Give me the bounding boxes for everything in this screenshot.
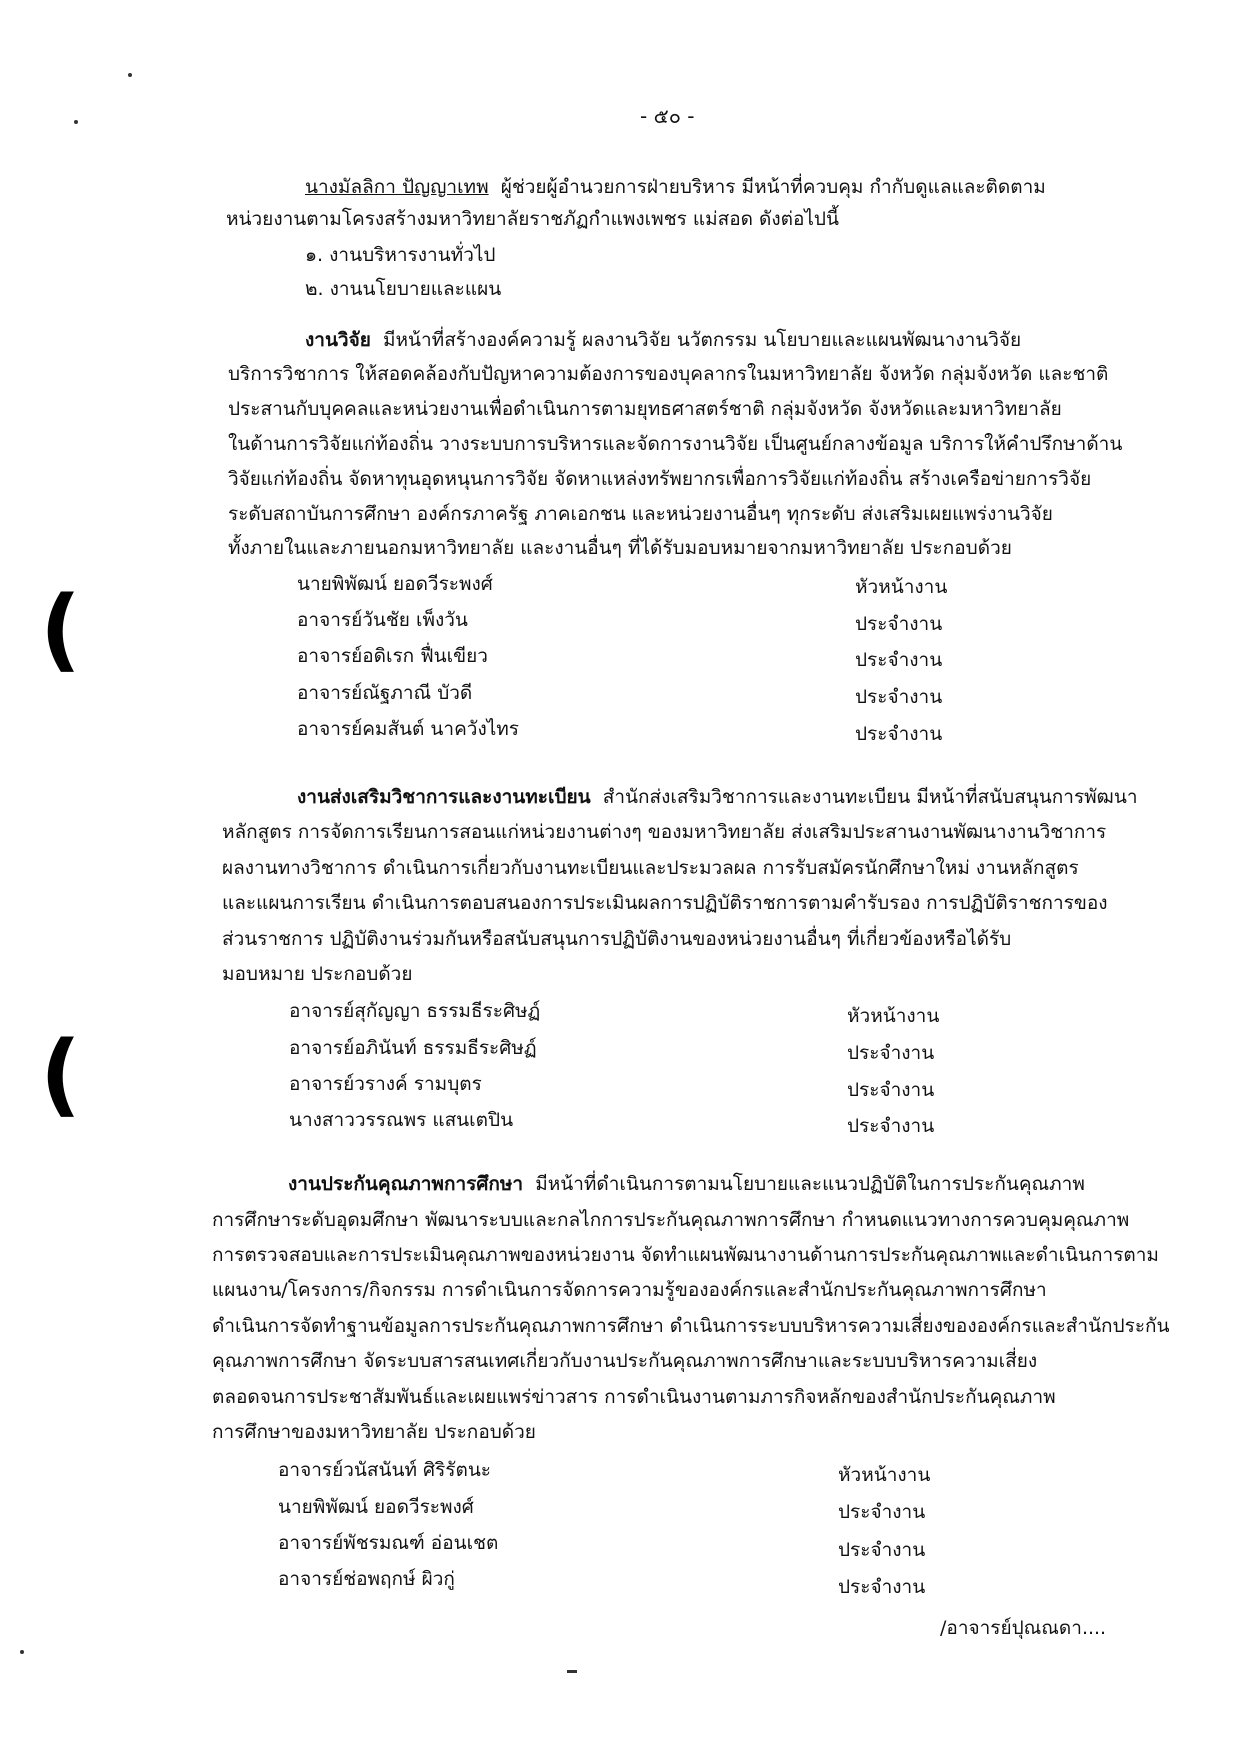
intro-line-1 xyxy=(305,175,1046,199)
member-role: ประจำงาน xyxy=(847,1042,935,1064)
member-name: อาจารย์อดิเรก ฟื่นเขียว xyxy=(297,645,488,667)
member-role: ประจำงาน xyxy=(855,723,943,745)
section-heading: งานวิจัย xyxy=(305,329,371,351)
section1-line: ในด้านการวิจัยแก่ท้องถิ่น วางระบบการบริหารและจัดการงานวิจัย เป็นศูนย์กลางข้อมูล บริการให้คำปรึกษาด้าน xyxy=(228,433,1123,455)
section3-line-1 xyxy=(288,1172,1085,1196)
member-role: ประจำงาน xyxy=(838,1539,926,1561)
section2-line-1 xyxy=(297,785,1138,809)
section3-line: การศึกษาระดับอุดมศึกษา พัฒนาระบบและกลไกการประกันคุณภาพการศึกษา กำหนดแนวทางการควบคุมคุณภาพ xyxy=(212,1209,1130,1231)
scan-speck xyxy=(74,120,78,124)
section1-line: ระดับสถาบันการศึกษา องค์กรภาครัฐ ภาคเอกชน และหน่วยงานอื่นๆ ทุกระดับ ส่งเสริมเผยแพร่งานวิจัย xyxy=(228,503,1053,525)
section3-line: การตรวจสอบและการประเมินคุณภาพของหน่วยงาน จัดทำแผนพัฒนางานด้านการประกันคุณภาพและดำเนินการตาม xyxy=(212,1244,1159,1266)
section1-line: ประสานกับบุคคลและหน่วยงานเพื่อดำเนินการตามยุทธศาสตร์ชาติ กลุ่มจังหวัด จังหวัดและมหาวิทยาลัย xyxy=(228,398,1062,420)
section-heading: งานส่งเสริมวิชาการและงานทะเบียน xyxy=(297,786,591,808)
member-role: ประจำงาน xyxy=(838,1501,926,1523)
intro-line-2: หน่วยงานตามโครงสร้างมหาวิทยาลัยราชภัฏกำแพงเพชร แม่สอด ดังต่อไปนี้ xyxy=(226,208,839,230)
hole-punch-mark-bottom: ( xyxy=(40,1022,82,1127)
scan-speck xyxy=(20,1650,24,1654)
member-name: อาจารย์ณัฐภาณี บัวดี xyxy=(297,682,473,704)
member-role: หัวหน้างาน xyxy=(855,576,948,598)
member-role: ประจำงาน xyxy=(838,1576,926,1598)
member-role: ประจำงาน xyxy=(855,649,943,671)
scan-speck xyxy=(128,73,132,77)
member-role: ประจำงาน xyxy=(855,686,943,708)
intro-item: ๒. งานนโยบายและแผน xyxy=(305,278,502,300)
section2-line: หลักสูตร การจัดการเรียนการสอนแก่หน่วยงานต่างๆ ของมหาวิทยาลัย ส่งเสริมประสานงานพัฒนางานวิชาการ xyxy=(222,821,1107,843)
member-name: อาจารย์วันชัย เพ็งวัน xyxy=(297,609,468,631)
section1-line: วิจัยแก่ท้องถิ่น จัดหาทุนอุดหนุนการวิจัย จัดหาแหล่งทรัพยากรเพื่อการวิจัยแก่ท้องถิ่น สร้างเครือข่ายการวิจัย xyxy=(228,468,1092,490)
section-text: สำนักส่งเสริมวิชาการและงานทะเบียน มีหน้าที่สนับสนุนการพัฒนา xyxy=(602,786,1138,808)
section-heading: งานประกันคุณภาพการศึกษา xyxy=(288,1173,524,1195)
member-name: อาจารย์วนัสนันท์ ศิริรัตนะ xyxy=(278,1459,492,1481)
section-text: มีหน้าที่สร้างองค์ความรู้ ผลงานวิจัย นวัตกรรม นโยบายและแผนพัฒนางานวิจัย xyxy=(382,329,1022,351)
member-role: ประจำงาน xyxy=(847,1115,935,1137)
member-name: นายพิพัฒน์ ยอดวีระพงศ์ xyxy=(278,1496,474,1518)
member-name: อาจารย์ช่อพฤกษ์ ผิวกู่ xyxy=(278,1568,455,1590)
person-name: นางมัลลิกา ปัญญาเทพ xyxy=(305,176,489,198)
section1-line-1 xyxy=(305,328,1021,352)
member-name: อาจารย์สุกัญญา ธรรมธีระศิษฏ์ xyxy=(289,1000,541,1022)
continuation-text: /อาจารย์ปุณณดา.... xyxy=(940,1617,1107,1639)
section1-line: บริการวิชาการ ให้สอดคล้องกับปัญหาความต้องการของบุคลากรในมหาวิทยาลัย จังหวัด กลุ่มจังหวัด และชาติ xyxy=(228,363,1109,385)
member-name: อาจารย์อภินันท์ ธรรมธีระศิษฏ์ xyxy=(289,1037,537,1059)
intro-item: ๑. งานบริหารงานทั่วไป xyxy=(305,244,496,266)
section2-line: ผลงานทางวิชาการ ดำเนินการเกี่ยวกับงานทะเบียนและประมวลผล การรับสมัครนักศึกษาใหม่ งานหลักสูตร xyxy=(222,857,1079,879)
member-role: หัวหน้างาน xyxy=(838,1464,931,1486)
section3-line: ตลอดจนการประชาสัมพันธ์และเผยแพร่ข่าวสาร การดำเนินงานตามภารกิจหลักของสำนักประกันคุณภาพ xyxy=(212,1386,1056,1408)
section3-line: แผนงาน/โครงการ/กิจกรรม การดำเนินการจัดการความรู้ขององค์กรและสำนักประกันคุณภาพการศึกษา xyxy=(212,1279,1047,1301)
member-name: อาจารย์วรางค์ รามบุตร xyxy=(289,1073,482,1095)
intro-text: ผู้ช่วยผู้อำนวยการฝ่ายบริหาร มีหน้าที่ควบคุม กำกับดูแลและติดตาม xyxy=(500,176,1046,198)
scan-speck xyxy=(567,1670,577,1673)
member-name: นางสาววรรณพร แสนเตปิน xyxy=(289,1109,514,1131)
section3-line: ดำเนินการจัดทำฐานข้อมูลการประกันคุณภาพการศึกษา ดำเนินการระบบบริหารความเสี่ยงขององค์กรและสำนักประกัน xyxy=(212,1315,1170,1337)
section2-line: ส่วนราชการ ปฏิบัติงานร่วมกันหรือสนับสนุนการปฏิบัติงานของหน่วยงานอื่นๆ ที่เกี่ยวข้องหรือได้รับ xyxy=(222,928,1012,950)
section3-line: คุณภาพการศึกษา จัดระบบสารสนเทศเกี่ยวกับงานประกันคุณภาพการศึกษาและระบบบริหารความเสี่ยง xyxy=(212,1350,1038,1372)
section2-line: และแผนการเรียน ดำเนินการตอบสนองการประเมินผลการปฏิบัติราชการตามคำรับรอง การปฏิบัติราชการของ xyxy=(222,892,1108,914)
section2-line: มอบหมาย ประกอบด้วย xyxy=(222,963,413,985)
hole-punch-mark-top: ( xyxy=(40,577,82,682)
member-role: หัวหน้างาน xyxy=(847,1005,940,1027)
section-text: มีหน้าที่ดำเนินการตามนโยบายและแนวปฏิบัติในการประกันคุณภาพ xyxy=(535,1173,1085,1195)
member-name: นายพิพัฒน์ ยอดวีระพงศ์ xyxy=(297,573,493,595)
member-name: อาจารย์คมสันต์ นาควังไทร xyxy=(297,718,520,740)
section3-line: การศึกษาของมหาวิทยาลัย ประกอบด้วย xyxy=(212,1421,536,1443)
member-role: ประจำงาน xyxy=(847,1079,935,1101)
member-name: อาจารย์พัชรมณฑ์ อ่อนเชต xyxy=(278,1532,499,1554)
page-number: - ๕๐ - xyxy=(640,104,695,128)
section1-line: ทั้งภายในและภายนอกมหาวิทยาลัย และงานอื่นๆ ที่ได้รับมอบหมายจากมหาวิทยาลัย ประกอบด้วย xyxy=(228,537,1012,559)
member-role: ประจำงาน xyxy=(855,613,943,635)
